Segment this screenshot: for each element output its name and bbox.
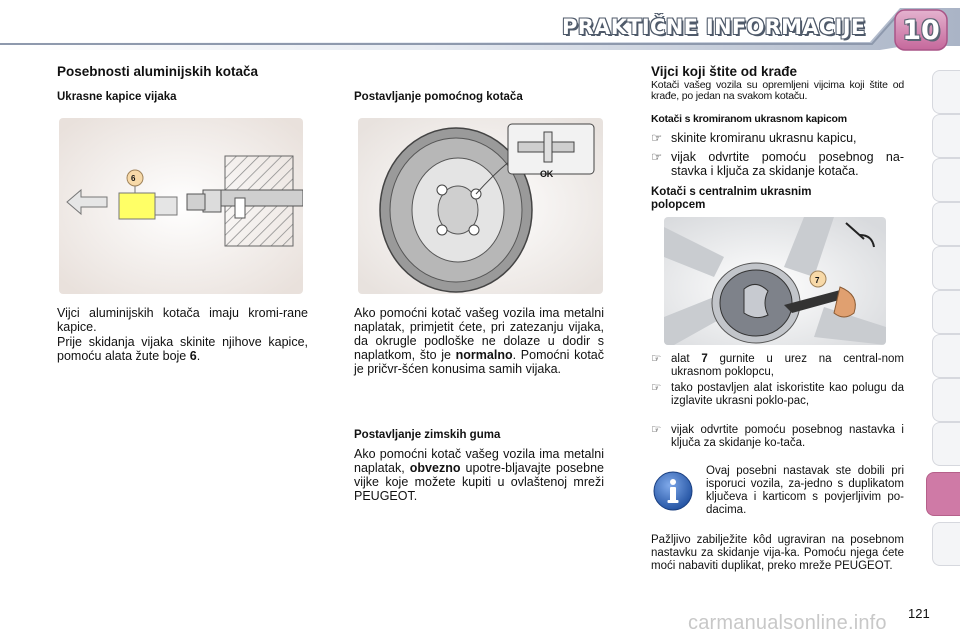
pointing-hand-icon: ☞ [651, 131, 663, 145]
subhead-winter-tyres: Postavljanje zimskih guma [354, 429, 501, 441]
para-note-code: Pažljivo zabilježite kôd ugraviran na posebnom nastavku za skidanje vija-ka. Pomoću njega ćete moći nabaviti duplikat, preko mreže PEUGEOT. [651, 534, 904, 572]
pointing-hand-icon: ☞ [651, 150, 663, 164]
subhead-central-cap-wheels-line2: polopcem [651, 199, 706, 211]
info-icon [652, 470, 694, 512]
pointing-hand-icon: ☞ [651, 382, 662, 394]
side-tab[interactable] [932, 114, 960, 158]
page-number: 121 [908, 606, 930, 621]
subhead-central-cap-wheels-line1: Kotači s centralnim ukrasnim [651, 186, 812, 198]
bullet-remove-chrome-cap: ☞ skinite kromiranu ukrasnu kapicu, [651, 131, 857, 145]
side-tab[interactable] [932, 246, 960, 290]
tool-6-callout: 6 [131, 174, 136, 183]
spare-wheel-illustration [358, 118, 603, 294]
bolt-cap-illustration [59, 118, 303, 294]
subhead-chrome-cap-wheels: Kotači s kromiranom ukrasnom kapicom [651, 113, 847, 125]
side-tab[interactable] [932, 334, 960, 378]
side-tab[interactable] [932, 70, 960, 114]
chapter-number-badge: 10 [902, 15, 940, 46]
bullet-push-tool-7: ☞ alat 7 gurnite u urez na central-nom ukrasnom poklopcu, [651, 353, 904, 378]
bullet-lever-cap: ☞ tako postavljen alat iskoristite kao polugu da izglavite ukrasni poklo-pac, [651, 382, 904, 407]
section-title-aluminium-wheels: Posebnosti aluminijskih kotača [57, 64, 259, 79]
subhead-bolt-caps: Ukrasne kapice vijaka [57, 91, 177, 103]
bullet-unscrew-with-adapter: ☞ vijak odvrtite pomoću posebnog nastavka i ključa za skidanje ko-tača. [651, 424, 904, 449]
subhead-spare-wheel: Postavljanje pomoćnog kotača [354, 91, 523, 103]
tool-7-callout: 7 [815, 276, 820, 285]
side-tab[interactable] [932, 422, 960, 466]
bullet-unscrew-bolt: ☞ vijak odvrtite pomoću posebnog na-stavka i ključa za skidanje kotača. [651, 150, 904, 178]
section-title-anti-theft-bolts: Vijci koji štite od krađe [651, 64, 798, 79]
ok-label: OK [540, 169, 554, 179]
para-anti-theft-intro: Kotači vašeg vozila su opremljeni vijcima koji štite od krađe, po jedan na svakom kotaču. [651, 79, 904, 102]
chapter-side-tabs [926, 70, 960, 570]
side-tab[interactable] [932, 158, 960, 202]
para-remove-caps: Prije skidanja vijaka skinite njihove kapice, pomoću alata žute boje 6. [57, 335, 308, 363]
side-tab[interactable] [932, 378, 960, 422]
info-note: Ovaj posebni nastavak ste dobili pri isporuci vozila, za-jedno s duplikatom ključeva i karticom s povjerljivim po-dacima. [706, 465, 904, 516]
side-tab[interactable] [932, 290, 960, 334]
central-cap-illustration [664, 217, 886, 345]
side-tab[interactable] [932, 202, 960, 246]
side-tab-active[interactable] [926, 472, 960, 516]
para-bolt-caps-chromed: Vijci aluminijskih kotača imaju kromi-rane kapice. [57, 306, 308, 334]
pointing-hand-icon: ☞ [651, 424, 662, 436]
para-winter-tyres: Ako pomoćni kotač vašeg vozila ima metalni naplatak, obvezno upotre-bljavajte posebne vijke koje možete kupiti u ovlaštenoj mreži PEUGEOT. [354, 447, 604, 503]
pointing-hand-icon: ☞ [651, 353, 662, 365]
side-tab[interactable] [932, 522, 960, 566]
watermark: carmanualsonline.info [688, 612, 887, 634]
para-spare-wheel-washers: Ako pomoćni kotač vašeg vozila ima metalni naplatak, primjetit ćete, pri zatezanju vijaka, da okrugle podloške ne dolaze u dodir s naplatkom, što je normalno. Pomoćni kotač je pričvr-šćen konusima samih vijaka. [354, 306, 604, 376]
chapter-title: PRAKTIČNE INFORMACIJE [562, 15, 866, 39]
